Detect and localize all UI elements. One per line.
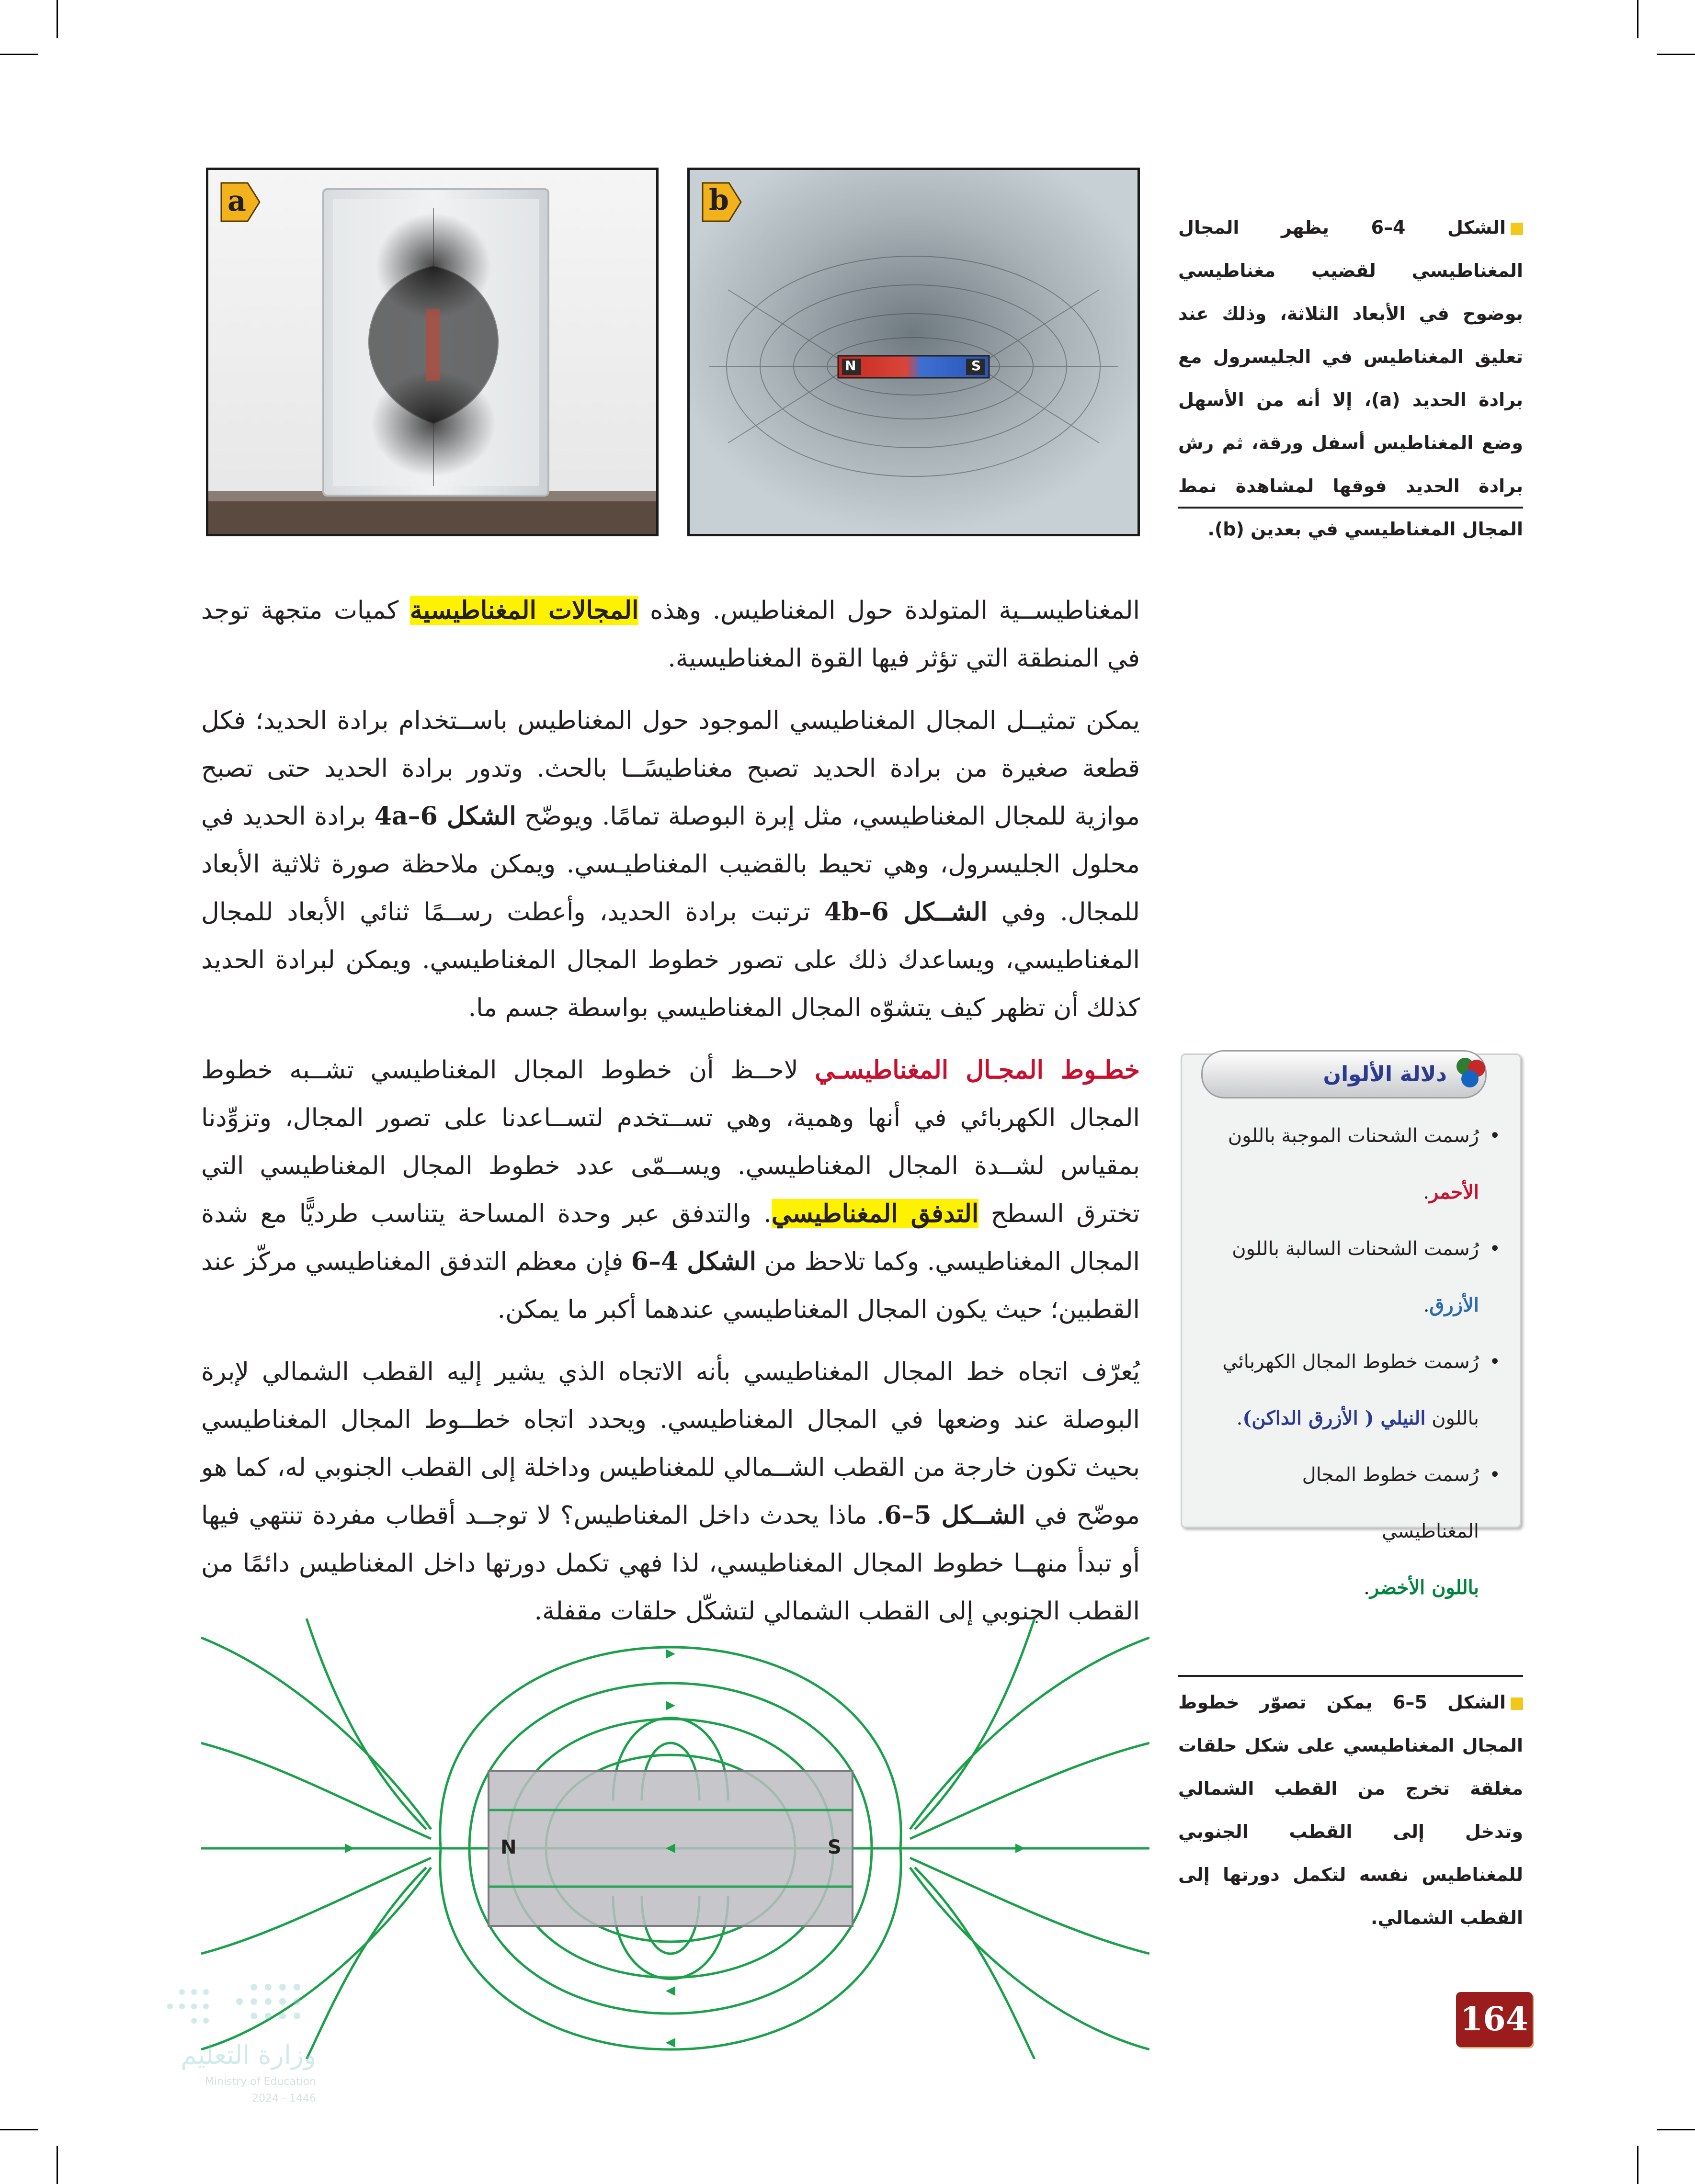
text-run: ترتبت برادة الحديد، وأعطت رســمًا ثنائي الأبعاد للمجال المغناطيسي، ويساعدك ذلك على تصور خطوط المجال المغناطيسي. ويمكن لبرادة الحديد كذلك أن تظهر كيف يتشوّه المجال المغناطيسي بواسطة جسم ما. — [201, 898, 1140, 1022]
color-balls-icon — [1452, 1054, 1490, 1092]
dots-logo-icon — [86, 1978, 316, 2035]
text-run: برادة الحديد في محلول الجليسرول، وهي تحيط بالقضيب المغناطيـسي. ويمكن ملاحظة صورة ثلاثية الأبعاد للمجال. وفي — [201, 802, 1140, 927]
ministry-year: 2024 - 1446 — [252, 2093, 316, 2105]
magnet-pole-s-label: S — [971, 358, 981, 373]
caption-bullet-icon — [1511, 223, 1523, 235]
figure-4a-photo — [206, 168, 659, 536]
figure-label-b: b — [709, 183, 729, 217]
caption-text: يمكن تصوّر خطوط المجال المغناطيسي على شكل حلقات مغلقة تخرج من القطب الشمالي وتدخل إلى القطب الجنوبي للمغناطيس نفسه لتكمل دورتها إلى القطب الشمالي. — [1178, 1692, 1523, 1928]
paragraph-3 — [201, 1046, 1140, 1334]
body-text — [201, 587, 1140, 1650]
text-run: كميات متجهة توجد في المنطقة التي تؤثر فيها القوة المغناطيسية. — [201, 596, 1140, 673]
crop-mark — [0, 2129, 38, 2130]
legend-list — [1201, 1108, 1501, 1616]
legend-end: . — [1236, 1407, 1243, 1429]
text-run: المغناطيســية المتولدة حول المغناطيس. وهذه — [638, 596, 1140, 625]
figure-label-a: a — [228, 184, 246, 218]
legend-item-magnetic-field — [1201, 1447, 1501, 1616]
crop-mark — [57, 2146, 58, 2184]
legend-item-electric-field — [1201, 1334, 1501, 1447]
paragraph-2 — [201, 697, 1140, 1032]
paragraph-4 — [201, 1348, 1140, 1635]
figure-4b-photo — [687, 168, 1140, 536]
crop-mark — [0, 54, 38, 55]
legend-color-word: الأحمر — [1429, 1181, 1479, 1203]
figure-ref: الشكل 4a–6 — [374, 802, 516, 831]
figure-5-pole-s: S — [828, 1836, 842, 1858]
text-run: يمكن تمثيــل المجال المغناطيسي الموجود حول المغناطيس باســتخدام برادة الحديد؛ فكل قطعة صغيرة من برادة الحديد تصبح مغناطيسًــا بالحث. وتدور برادة الحديد حتى تصبح موازية للمجال المغناطيسي، مثل إبرة البوصلة تمامًا. ويوضّح — [201, 706, 1140, 831]
figure-5-pole-n: N — [501, 1836, 517, 1858]
paragraph-1 — [201, 587, 1140, 682]
legend-title-bar — [1201, 1050, 1487, 1098]
figure-5-caption — [1178, 1681, 1523, 1939]
text-run: يُعرّف اتجاه خط المجال المغناطيسي بأنه الاتجاه الذي يشير إليه القطب الشمالي لإبرة البوصلة عند وضعها في المجال المغناطيسي. ويحدد اتجاه خطــوط المجال المغناطيسي بحيث تكون خارجة من القطب الشــمالي للمغناطيس وداخلة إلى القطب الجنوبي له، كما هو موضّح في — [201, 1358, 1140, 1530]
legend-title: دلالة الألوان — [1323, 1062, 1447, 1086]
crop-mark — [1637, 2146, 1638, 2184]
caption-bullet-icon — [1511, 1697, 1523, 1710]
ministry-sub: Ministry of Education — [205, 2076, 316, 2088]
figure-5-field-lines-diagram — [201, 1618, 1149, 2059]
legend-color-word: باللون الأخضر — [1369, 1576, 1479, 1599]
text-run: فإن معظم التدفق المغناطيسي مركّز عند القطبين؛ حيث يكون المجال المغناطيسي عندهما أكبر ما يمكن. — [201, 1247, 1140, 1324]
figure-ref: الشكل 4–6 — [631, 1247, 757, 1276]
term-magnetic-fields: المجالات المغناطيسية — [410, 596, 639, 625]
caption-rule — [1178, 507, 1523, 509]
figure-4-caption — [1178, 206, 1523, 551]
text-run: . والتدفق عبر وحدة المساحة يتناسب طرديًّا مع شدة المجال المغناطيسي. وكما تلاحظ من — [201, 1200, 1140, 1276]
ministry-name: وزارة التعليم — [181, 2040, 316, 2070]
legend-text: رُسمت خطوط المجال المغناطيسي — [1302, 1464, 1479, 1542]
caption-rule — [1178, 1675, 1523, 1677]
color-legend-box — [1181, 1053, 1521, 1599]
text-run: لاحــظ أن خطوط المجال المغناطيسي تشــبه خطوط المجال الكهربائي في أنها وهمية، وهي تســتخدم لتســاعدنا على تصور المجال، وتزوِّدنا بمقياس لشــدة المجال المغناطيسي. ويســمّى عدد خطوط المجال المغناطيسي التي تخترق السطح — [201, 1056, 1140, 1228]
caption-label: الشكل 4–6 — [1371, 217, 1506, 238]
figure-ref: الشــكل 5–6 — [884, 1501, 1025, 1530]
legend-text: رُسمت الشحنات الموجبة باللون — [1228, 1125, 1479, 1147]
crop-mark — [1657, 54, 1695, 55]
ministry-logo — [86, 1978, 316, 2121]
legend-end: . — [1364, 1577, 1370, 1599]
legend-end: . — [1423, 1181, 1430, 1203]
legend-end: . — [1423, 1294, 1430, 1316]
legend-text: رُسمت الشحنات السالبة باللون — [1232, 1238, 1479, 1260]
page-number: 164 — [1456, 1992, 1533, 2047]
term-magnetic-flux: التدفق المغناطيسي — [771, 1199, 979, 1228]
legend-color-word: النيلي ( الأزرق الداكن) — [1242, 1407, 1426, 1429]
legend-item-negative — [1201, 1221, 1501, 1334]
legend-text: رُسمت خطوط المجال الكهربائي باللون — [1222, 1351, 1479, 1429]
figure-ref: الشــكل 4b–6 — [824, 897, 988, 927]
caption-label: الشكل 5–6 — [1392, 1692, 1506, 1713]
crop-mark — [57, 0, 58, 38]
text-run: . ماذا يحدث داخل المغناطيس؟ لا توجــد أقطاب مفردة تنتهي فيها أو تبدأ منهــا خطوط المجال المغناطيسي، لذا فهي تكمل دورتها داخل المغناطيس دائمًا من القطب الجنوبي إلى القطب الشمالي لتشكّل حلقات مقفلة. — [201, 1501, 1140, 1626]
magnet-pole-n-label: N — [845, 358, 856, 373]
section-keyword: خطـوط المجـال المغناطيسـي — [815, 1055, 1140, 1085]
crop-mark — [1657, 2129, 1695, 2130]
legend-color-word: الأزرق — [1429, 1294, 1479, 1316]
crop-mark — [1637, 0, 1638, 38]
caption-text: يظهر المجال المغناطيسي لقضيب مغناطيسي بوضوح في الأبعاد الثلاثة، وذلك عند تعليق المغناطيس في الجليسرول مع برادة الحديد (a)، إلا أنه من الأسهل وضع المغناطيس أسفل ورقة، ثم رش برادة الحديد فوقها لمشاهدة نمط المجال المغناطيسي في بعدين (b). — [1178, 217, 1523, 540]
legend-item-positive — [1201, 1108, 1501, 1221]
